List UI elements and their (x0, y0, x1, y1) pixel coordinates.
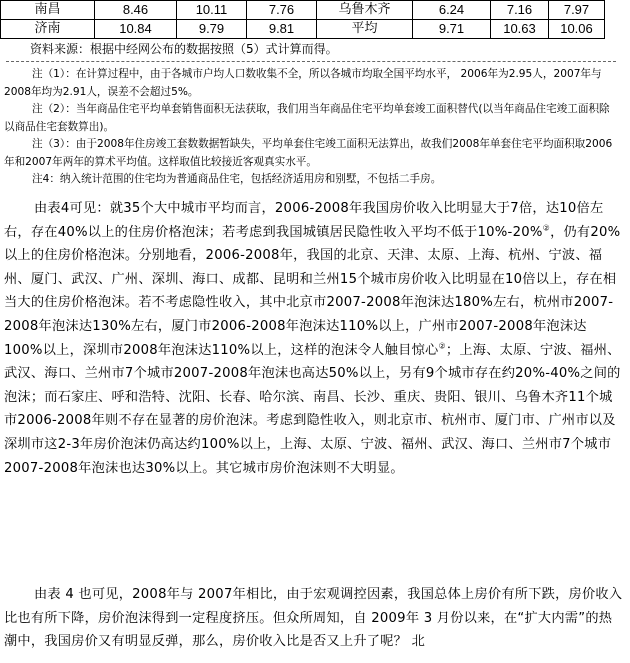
table-row (1, 20, 605, 39)
footnote-2: 注（2）：当年商品住宅平均单套销售面积无法获取，我们用当年商品住宅平均单套竣工面积替代(以当年商品住宅竣工面积除以商品住宅套数算出)。 (4, 103, 610, 133)
value-cell: 6.24 (413, 1, 491, 20)
footnote-marker: ② (542, 223, 551, 233)
body-paragraph-2: 由表 4 也可见，2008年与 2007年相比，由于宏观调控因素，我国总体上房价有所下跌，房价收入比也有所下降，房价泡沫得到一定程度挤压。但众所周知，自 2009年 3 月份以来，在“扩大内需”的热潮中，我国房价又有明显反弹，那么，房价收入比是否又上升了呢？ 北 (4, 587, 623, 650)
footnote-3: 注（3）：由于2008年住房竣工套数数据暂缺失，平均单套住宅竣工面积无法算出，故我们2008年单套住宅平均面积取2006年和2007年两年的算术平均值。这样取值比较接近客观真实水平。 (4, 138, 613, 168)
footnote-4: 注4：纳入统计范围的住宅均为普通商品住宅，包括经济适用房和别墅，不包括二手房。 (32, 173, 442, 185)
footnote-marker: ② (438, 341, 446, 351)
data-source-note: 资料来源：根据中经网公布的数据按照（5）式计算而得。 (30, 42, 338, 56)
body-paragraph-1 (4, 197, 624, 480)
paragraph-text: 由表4可见：就35个大中城市平均而言，2006-2008年我国房价收入比明显大于7倍，达10倍左右，存在40%以上的住房价格泡沫；若考虑到我国城镇居民隐性收入平均不低于10%-20% (4, 201, 604, 240)
paragraph-text: ，仍有20%以上的住房价格泡沫。分别地看，2006-2008年，我国的北京、天津、太原、上海、杭州、宁波、福州、厦门、武汉、广州、深圳、海口、成都、昆明和兰州15个城市房价收入比明显在10倍以上，存在相当大的住房价格泡沫。若不考虑隐性收入，其中北京市2007-2008年泡沫达180%左右，杭州市2007-2008年泡沫达130%左右，厦门市2006-2008年泡沫达110%以上，广州市2007-2008年泡沫达100%以上，深圳市2008年泡沫达110%以上，这样的泡沫令人触目惊心 (4, 224, 621, 358)
value-cell: 10.11 (177, 1, 247, 20)
value-cell: 7.76 (247, 1, 317, 20)
footnote-1: 注（1）：在计算过程中，由于各城市户均人口数收集不全，所以各城市均取全国平均水平， 2006年为2.95人，2007年与2008年均为2.91人，误差不会超过5%。 (4, 68, 602, 98)
data-table (0, 0, 605, 39)
paragraph-text: ；上海、太原、宁波、福州、武汉、海口、兰州市7个城市2007-2008年泡沫也高达50%以上，另有9个城市存在约20%-40%之间的泡沫；而石家庄、呼和浩特、沈阳、长春、哈尔滨、南昌、长沙、重庆、贵阳、银川、乌鲁木齐11个城市2006-2008年则不存在显著的房价泡沫。考虑到隐性收入，则北京市、杭州市、厦门市、广州市以及深圳市这2-3年房价泡沫仍高达约100%以上，上海、太原、宁波、福州、武汉、海口、兰州市7个城市2007-2008年泡沫也达30%以上。其它城市房价泡沫则不大明显。 (4, 342, 621, 476)
table-row (1, 1, 605, 20)
city-cell: 济南 (1, 20, 95, 39)
section-divider (6, 61, 616, 62)
value-cell: 9.81 (247, 20, 317, 39)
value-cell: 10.84 (95, 20, 177, 39)
value-cell: 9.79 (177, 20, 247, 39)
value-cell: 10.63 (491, 20, 549, 39)
value-cell: 7.97 (549, 1, 605, 20)
value-cell: 7.16 (491, 1, 549, 20)
city-cell: 平均 (317, 20, 413, 39)
city-cell: 乌鲁木齐 (317, 1, 413, 20)
value-cell: 10.06 (549, 20, 605, 39)
city-cell: 南昌 (1, 1, 95, 20)
value-cell: 9.71 (413, 20, 491, 39)
value-cell: 8.46 (95, 1, 177, 20)
